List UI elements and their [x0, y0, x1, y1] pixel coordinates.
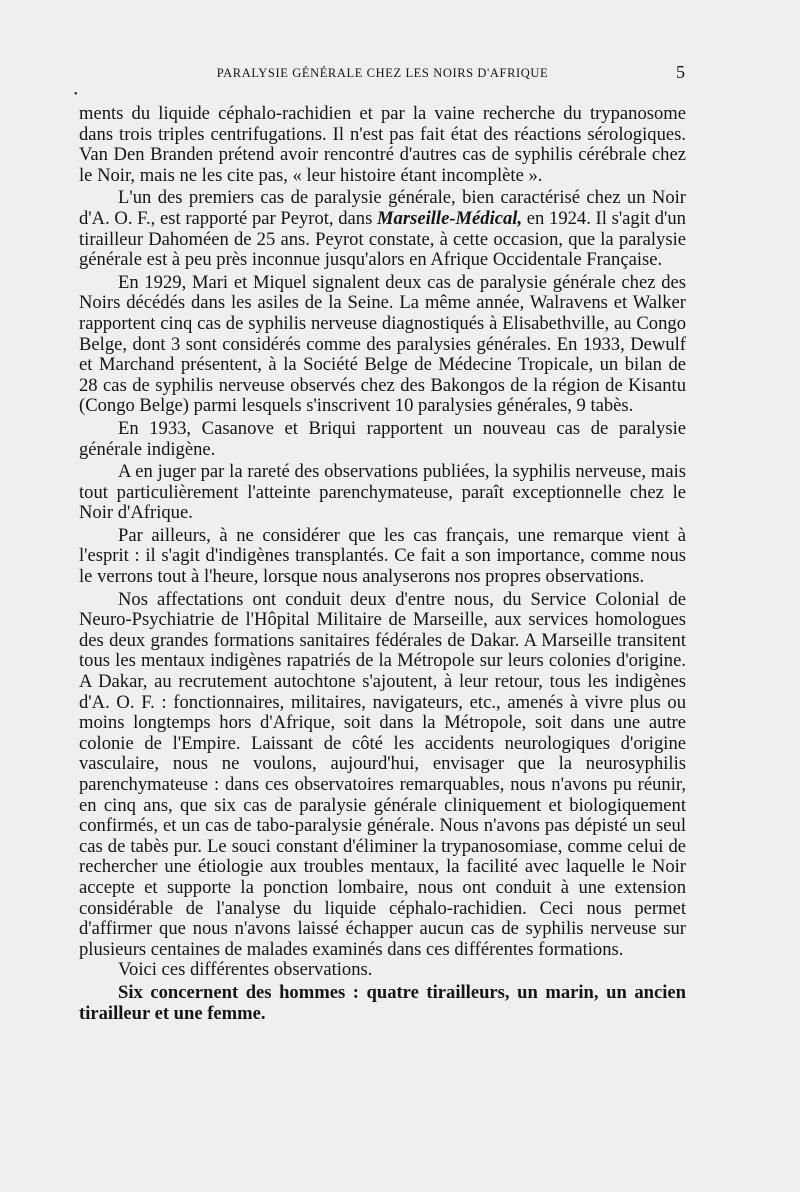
running-head: [80, 62, 685, 88]
paragraph-text: L'un des premiers cas de paralysie générale, bien caractérisé chez un Noir d'A. O. F., est rapporté par Peyrot, dans: [79, 187, 686, 229]
paragraph: Six concernent des hommes : quatre tirailleurs, un marin, un ancien tirailleur et une femme.: [79, 981, 686, 1024]
paragraph: [79, 188, 686, 270]
paragraph: Voici ces différentes observations.: [118, 959, 373, 981]
paragraph: En 1933, Casanove et Briqui rapportent un nouveau cas de paralysie générale indigène.: [79, 417, 686, 460]
running-title: PARALYSIE GÉNÉRALE CHEZ LES NOIRS D'AFRIQUE: [216, 66, 549, 80]
paragraph: En 1929, Mari et Miquel signalent deux cas de paralysie générale chez des Noirs décédés dans les asiles de la Seine. La même année, Walravens et Walker rapportent cinq cas de syphilis nerveuse diagnostiqués à Elisabethville, au Congo Belge, dont 3 sont considérés comme des paralysies générales. En 1933, Dewulf et Marchand présentent, à la Société Belge de Médecine Tropicale, un bilan de 28 cas de syphilis nerveuse observés chez des Bakongos de la région de Kisantu (Congo Belge) parmi lesquels s'inscrivent 10 paralysies générales, 9 tabès.: [79, 271, 686, 417]
paragraph: Nos affectations ont conduit deux d'entre nous, du Service Colonial de Neuro-Psychiatrie de l'Hôpital Militaire de Marseille, aux services homologues des deux grandes formations sanitaires fédérales de Dakar. A Marseille transitent tous les mentaux indigènes rapatriés de la Métropole sur leurs colonies d'origine. A Dakar, au recrutement autochtone s'ajoutent, à leur retour, tous les indigènes d'A. O. F. : fonctionnaires, militaires, navigateurs, etc., amenés à vivre plus ou moins longtemps hors d'Afrique, soit dans la Métropole, soit dans une autre colonie de l'Empire. Laissant de côté les accidents neurologiques d'origine vasculaire, nous ne voulons, aujourd'hui, envisager que la neurosyphilis parenchymateuse : dans ces observatoires remarquables, nous n'avons pu réunir, en cinq ans, que six cas de paralysie générale cliniquement et biologiquement confirmés, et un cas de tabo-paralysie générale. Nous n'avons pas dépisté un seul cas de tabès pur. Le souci constant d'éliminer la trypanosomiase, comme celui de rechercher une étiologie aux troubles mentaux, la facilité avec laquelle le Noir accepte et supporte la ponction lombaire, nous ont conduit à une extension considérable de l'analyse du liquide céphalo-rachidien. Ceci nous permet d'affirmer que nous n'avons laissé échapper aucun cas de syphilis nerveuse sur plusieurs centaines de malades examinés dans ces différentes formations.: [79, 588, 686, 960]
bullet-mark: •: [74, 89, 78, 100]
page-number: 5: [676, 62, 685, 82]
paragraph: Par ailleurs, à ne considérer que les cas français, une remarque vient à l'esprit : il s'agit d'indigènes transplantés. Ce fait a son importance, comme nous le verrons tout à l'heure, lorsque nous analyserons nos propres observations.: [79, 524, 686, 588]
paragraph: A en juger par la rareté des observations publiées, la syphilis nerveuse, mais tout particulièrement l'atteinte parenchymateuse, paraît exceptionnelle chez le Noir d'Afrique.: [79, 461, 686, 524]
paragraph: ments du liquide céphalo-rachidien et par la vaine recherche du trypanosome dans trois triples centrifugations. Il n'est pas fait état des réactions sérologiques. Van Den Branden prétend avoir rencontré d'autres cas de syphilis cérébrale chez le Noir, mais ne les cite pas, « leur histoire étant incomplète ».: [79, 103, 686, 186]
paragraph-text: en 1924. Il s'agit d'un tirailleur Dahoméen de 25 ans. Peyrot constate, à cette occasion, que la paralysie générale est à peu près inconnue jusqu'alors en Afrique Occidentale Française.: [79, 207, 686, 271]
body-text: [79, 104, 686, 1024]
journal-title: Marseille-Médical,: [377, 207, 523, 229]
